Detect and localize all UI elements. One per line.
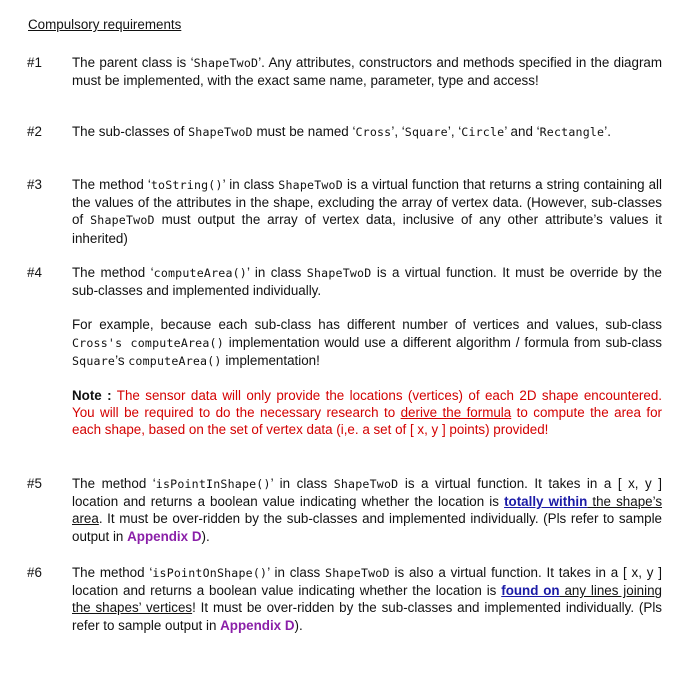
appendix-d-reference: Appendix D — [220, 617, 295, 633]
requirement-text: The method ‘toString()’ in class ShapeTwoD is a virtual function that returns a string containing all the values of the attributes in the shape, excluding the array of vertex data. (However, sub-classes of ShapeTwoD must output the array of vertex data, inclusive of any other attribute’s values it inherited) — [72, 177, 663, 246]
requirement-text: The parent class is ‘ShapeTwoD’. Any attributes, constructors and methods specified in the diagram must be implemented, with the exact same name, parameter, type and access! — [72, 55, 663, 89]
code-method-name: Cross's computeArea() — [72, 335, 224, 350]
code-class-name: ShapeTwoD — [278, 178, 343, 192]
section-heading: Compulsory requirements — [28, 17, 182, 32]
code-class-name: ShapeTwoD — [306, 266, 372, 280]
code-class-name: ShapeTwoD — [325, 566, 390, 580]
code-class-name: Square — [404, 125, 448, 139]
code-class-name: ShapeTwoD — [90, 213, 155, 228]
requirement-number: #2 — [27, 124, 42, 139]
appendix-d-reference: Appendix D — [127, 528, 202, 544]
code-class-name: Square — [72, 353, 116, 368]
requirement-text: The method ‘computeArea()’ in class ShapeTwoD is a virtual function. It must be override by the sub-classes and implemented individually. For example, because each sub-class has different number of vertices and values, sub-class Cross's computeArea() implementation would use a different algorithm / formula from sub-class Square’s computeArea() implementation! Note : The sensor data will only provide the locations (vertices) of each 2D shape encountered. You will be required to do the necessary research to derive the formula to compute the area for each shape, based on the set of vertex data (i,e. a set of [ x, y ] points) provided! — [72, 265, 663, 438]
code-method-name: computeArea() — [128, 353, 222, 368]
derive-formula-underline: derive the formula — [400, 405, 512, 421]
requirement-text: The sub-classes of ShapeTwoD must be named ‘Cross’, ‘Square’, ‘Circle’ and ‘Rectangle’. — [72, 124, 611, 139]
code-class-name: ShapeTwoD — [193, 56, 259, 70]
example-paragraph: For example, because each sub-class has different number of vertices and values, sub-class Cross's computeArea() implementation would use a different algorithm / formula from sub-class Square’s computeArea() implementation! — [72, 317, 662, 368]
requirement-text: The method ‘isPointInShape()’ in class ShapeTwoD is a virtual function. It takes in a [ x, y ] location and returns a boolean value indicating whether the location is totally within the shape’s area. It must be over-ridden by the sub-classes and implemented individually. (Pls refer to sample output in Appendix D). — [72, 476, 663, 544]
code-method-name: isPointInShape() — [155, 477, 271, 491]
code-class-name: Rectangle — [539, 125, 605, 139]
requirement-number: #3 — [27, 177, 42, 192]
note-label: Note : — [72, 388, 112, 404]
requirement-number: #6 — [27, 565, 42, 580]
code-class-name: ShapeTwoD — [333, 477, 399, 491]
totally-within-emphasis: totally within — [504, 494, 588, 510]
requirement-number: #4 — [27, 265, 42, 280]
found-on-emphasis: found on — [501, 583, 560, 599]
code-class-name: Cross — [355, 125, 392, 139]
requirement-text: The method ‘isPointOnShape()’ in class ShapeTwoD is also a virtual function. It takes in a [ x, y ] location and returns a boolean value indicating whether the location is found on any lines joining the shapes’ vertices! It must be over-ridden by the sub-classes and implemented individually. (Pls refer to sample output in Appendix D). — [72, 565, 662, 633]
requirement-number: #5 — [27, 476, 42, 491]
requirement-number: #1 — [27, 55, 42, 70]
code-method-name: toString() — [150, 178, 223, 192]
code-class-name: ShapeTwoD — [188, 125, 253, 139]
code-method-name: isPointOnShape() — [152, 566, 268, 580]
note-paragraph: Note : The sensor data will only provide the locations (vertices) of each 2D shape encountered. You will be required to do the necessary research to derive the formula to compute the area for each shape, based on the set of vertex data (i,e. a set of [ x, y ] points) provided! — [72, 388, 663, 438]
code-method-name: computeArea() — [153, 266, 247, 280]
code-class-name: Circle — [461, 125, 505, 139]
